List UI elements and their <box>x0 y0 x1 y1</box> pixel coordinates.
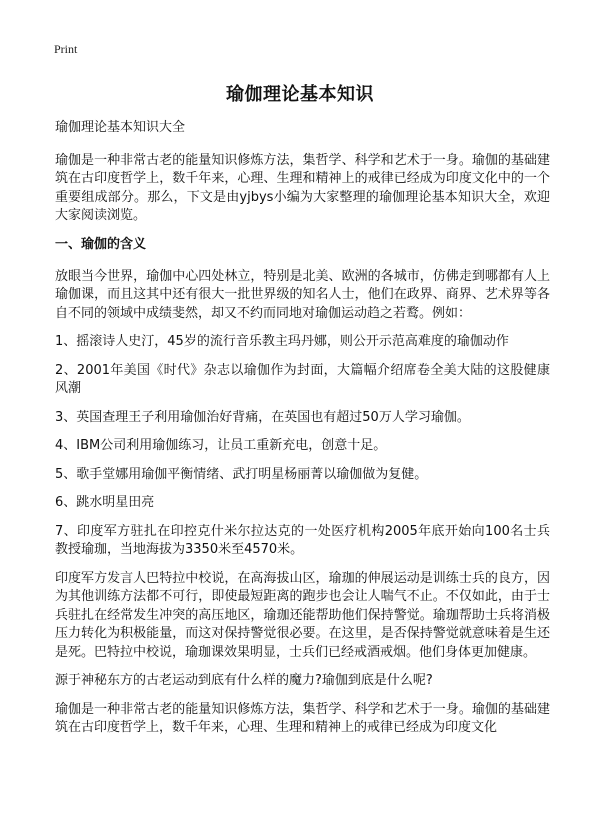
list-item: 1、摇滚诗人史汀，45岁的流行音乐教主玛丹娜，则公开示范高难度的瑜伽动作 <box>55 334 509 349</box>
list-item: 7、印度军方驻扎在印控克什米尔拉达克的一处医疗机构2005年底开始向100名士兵教授瑜珈，当地海拔为3350米至4570米。 <box>55 523 550 557</box>
print-link[interactable]: Print <box>54 42 78 56</box>
article-subtitle: 瑜伽理论基本知识大全 <box>55 120 186 135</box>
list-item: 2、2001年美国《时代》杂志以瑜伽作为封面，大篇幅介绍席卷全美大陆的这股健康风潮 <box>55 362 550 396</box>
list-item: 4、IBM公司利用瑜伽练习，让员工重新充电，创意十足。 <box>55 438 387 453</box>
question-paragraph: 源于神秘东方的古老运动到底有什么样的魔力?瑜伽到底是什么呢? <box>55 673 433 688</box>
section-paragraph: 放眼当今世界，瑜伽中心四处林立，特别是北美、欧洲的各城市，仿佛走到哪都有人上瑜伽课，而且这其中还有很大一批世界级的知名人士，他们在政界、商界、艺术界等各自不同的领域中成绩斐然，却又不约而同地对瑜伽运动趋之若鹜。例如： <box>55 268 550 321</box>
intro-paragraph: 瑜伽是一种非常古老的能量知识修炼方法，集哲学、科学和艺术于一身。瑜伽的基础建筑在古印度哲学上，数千年来，心理、生理和精神上的戒律已经成为印度文化中的一个重要组成部分。那么，下文是由yjbys小编为大家整理的瑜伽理论基本知识大全，欢迎大家阅读浏览。 <box>55 152 550 223</box>
list-item: 5、歌手堂娜用瑜伽平衡情绪、武打明星杨丽菁以瑜伽做为复健。 <box>55 466 428 482</box>
page-title: 瑜伽理论基本知识 <box>226 84 374 105</box>
article-body <box>55 119 550 748</box>
army-paragraph: 印度军方发言人巴特拉中校说，在高海拔山区，瑜珈的伸展运动是训练士兵的良方，因为其他训练方法都不可行，即使最短距离的跑步也会让人喘气不止。不仅如此，由于士兵驻扎在经常发生冲突的高压地区，瑜珈还能帮助他们保持警觉。瑜珈帮助士兵将消极压力转化为积极能量，而这对保持警觉很必要。在这里，是否保持警觉就意味着是生还是死。巴特拉中校说，瑜珈课效果明显，士兵们已经戒酒戒烟。他们身体更加健康。 <box>55 570 550 660</box>
closing-paragraph: 瑜伽是一种非常古老的能量知识修炼方法，集哲学、科学和艺术于一身。瑜伽的基础建筑在古印度哲学上，数千年来，心理、生理和精神上的戒律已经成为印度文化 <box>55 701 550 735</box>
list-item: 3、英国查理王子利用瑜伽治好背痛，在英国也有超过50万人学习瑜伽。 <box>55 409 470 425</box>
list-item: 6、跳水明星田亮 <box>55 495 155 510</box>
section-heading: 一、瑜伽的含义 <box>55 236 147 252</box>
